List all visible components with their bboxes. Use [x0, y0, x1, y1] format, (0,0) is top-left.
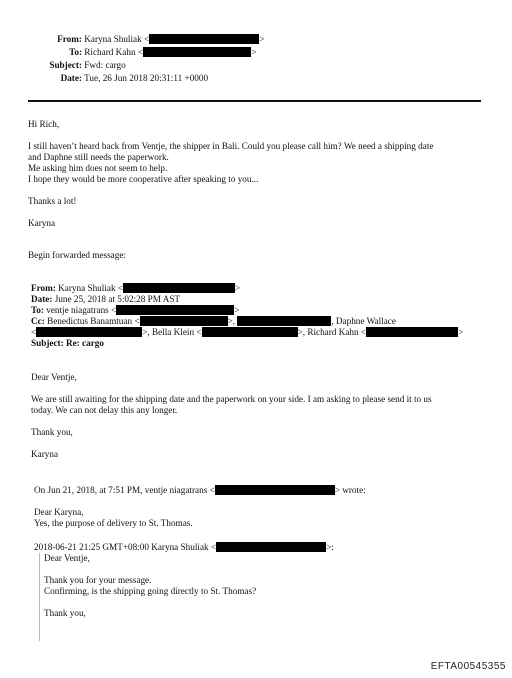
forwarded-label: Begin forwarded message:	[28, 250, 126, 260]
signature: Karyna	[28, 218, 56, 228]
redaction	[237, 316, 331, 326]
fwd-thanks: Thank you,	[31, 427, 73, 437]
quote2-line: Thank you for your message.	[44, 575, 152, 585]
fwd-date: Date: June 25, 2018 at 5:02:28 PM AST	[31, 294, 181, 304]
to-value: Richard Kahn <	[84, 47, 144, 57]
redaction	[140, 316, 228, 326]
fwd-to: To: ventje niagatrans < >	[31, 305, 240, 315]
redaction	[36, 327, 142, 337]
fwd-cc: Cc: Benedictus Banamtuan < >, , Daphne Wallace	[31, 316, 396, 326]
quote2-line: Confirming, is the shipping going directly to St. Thomas?	[44, 586, 257, 596]
redaction	[123, 283, 235, 293]
quote1-intro: On Jun 21, 2018, at 7:51 PM, ventje niagatrans < > wrote:	[34, 485, 366, 495]
quote2-thanks: Thank you,	[44, 608, 86, 618]
greeting: Hi Rich,	[28, 119, 60, 129]
body-line: I hope they would be more cooperative after speaking to you...	[28, 174, 259, 184]
fwd-from: From: Karyna Shuliak < >	[31, 283, 241, 293]
fwd-line: today. We can not delay this any longer.	[31, 405, 178, 415]
redaction	[366, 327, 458, 337]
redaction	[116, 305, 234, 315]
body-line: Me asking him does not seem to help.	[28, 163, 168, 173]
fwd-greeting: Dear Ventje,	[31, 372, 77, 382]
header-from: From: Karyna Shuliak < >	[40, 34, 300, 45]
fwd-signature: Karyna	[31, 449, 59, 459]
header-to: To: Richard Kahn < >	[40, 47, 300, 58]
redaction	[143, 47, 251, 57]
quote1-line: Yes, the purpose of delivery to St. Thomas.	[34, 518, 193, 528]
body-line: and Daphne still needs the paperwork.	[28, 152, 169, 162]
body-line: I still haven’t heard back from Ventje, the shipper in Bali. Could you please call him? We need a shipping date	[28, 141, 434, 151]
date-label: Date:	[60, 73, 82, 83]
redaction	[149, 34, 259, 44]
quote1-greeting: Dear Karyna,	[34, 507, 84, 517]
fwd-cc-continued: < >, Bella Klein < >, Richard Kahn < >	[31, 327, 464, 337]
quote2-intro: 2018-06-21 21:25 GMT+08:00 Karyna Shuliak < >:	[34, 542, 334, 552]
header-divider	[28, 100, 481, 102]
to-label: To:	[69, 47, 82, 57]
header-subject	[40, 60, 300, 71]
date-value: Tue, 26 Jun 2018 20:31:11 +0000	[84, 73, 209, 83]
header-date	[40, 73, 300, 84]
bates-number: EFTA00545355	[430, 661, 506, 672]
subject-value: Fwd: cargo	[84, 60, 126, 70]
subject-label: Subject:	[49, 60, 82, 70]
redaction	[216, 542, 326, 552]
from-value: Karyna Shuliak <	[84, 34, 150, 44]
redaction	[202, 327, 298, 337]
fwd-line: We are still awaiting for the shipping date and the paperwork on your side. I am asking to please send it to us	[31, 394, 432, 404]
fwd-subject: Subject: Re: cargo	[31, 338, 104, 348]
redaction	[215, 485, 335, 495]
from-label: From:	[57, 34, 82, 44]
thanks-line: Thanks a lot!	[28, 196, 77, 206]
quote-bar	[39, 553, 40, 641]
quote2-greeting: Dear Ventje,	[44, 553, 90, 563]
